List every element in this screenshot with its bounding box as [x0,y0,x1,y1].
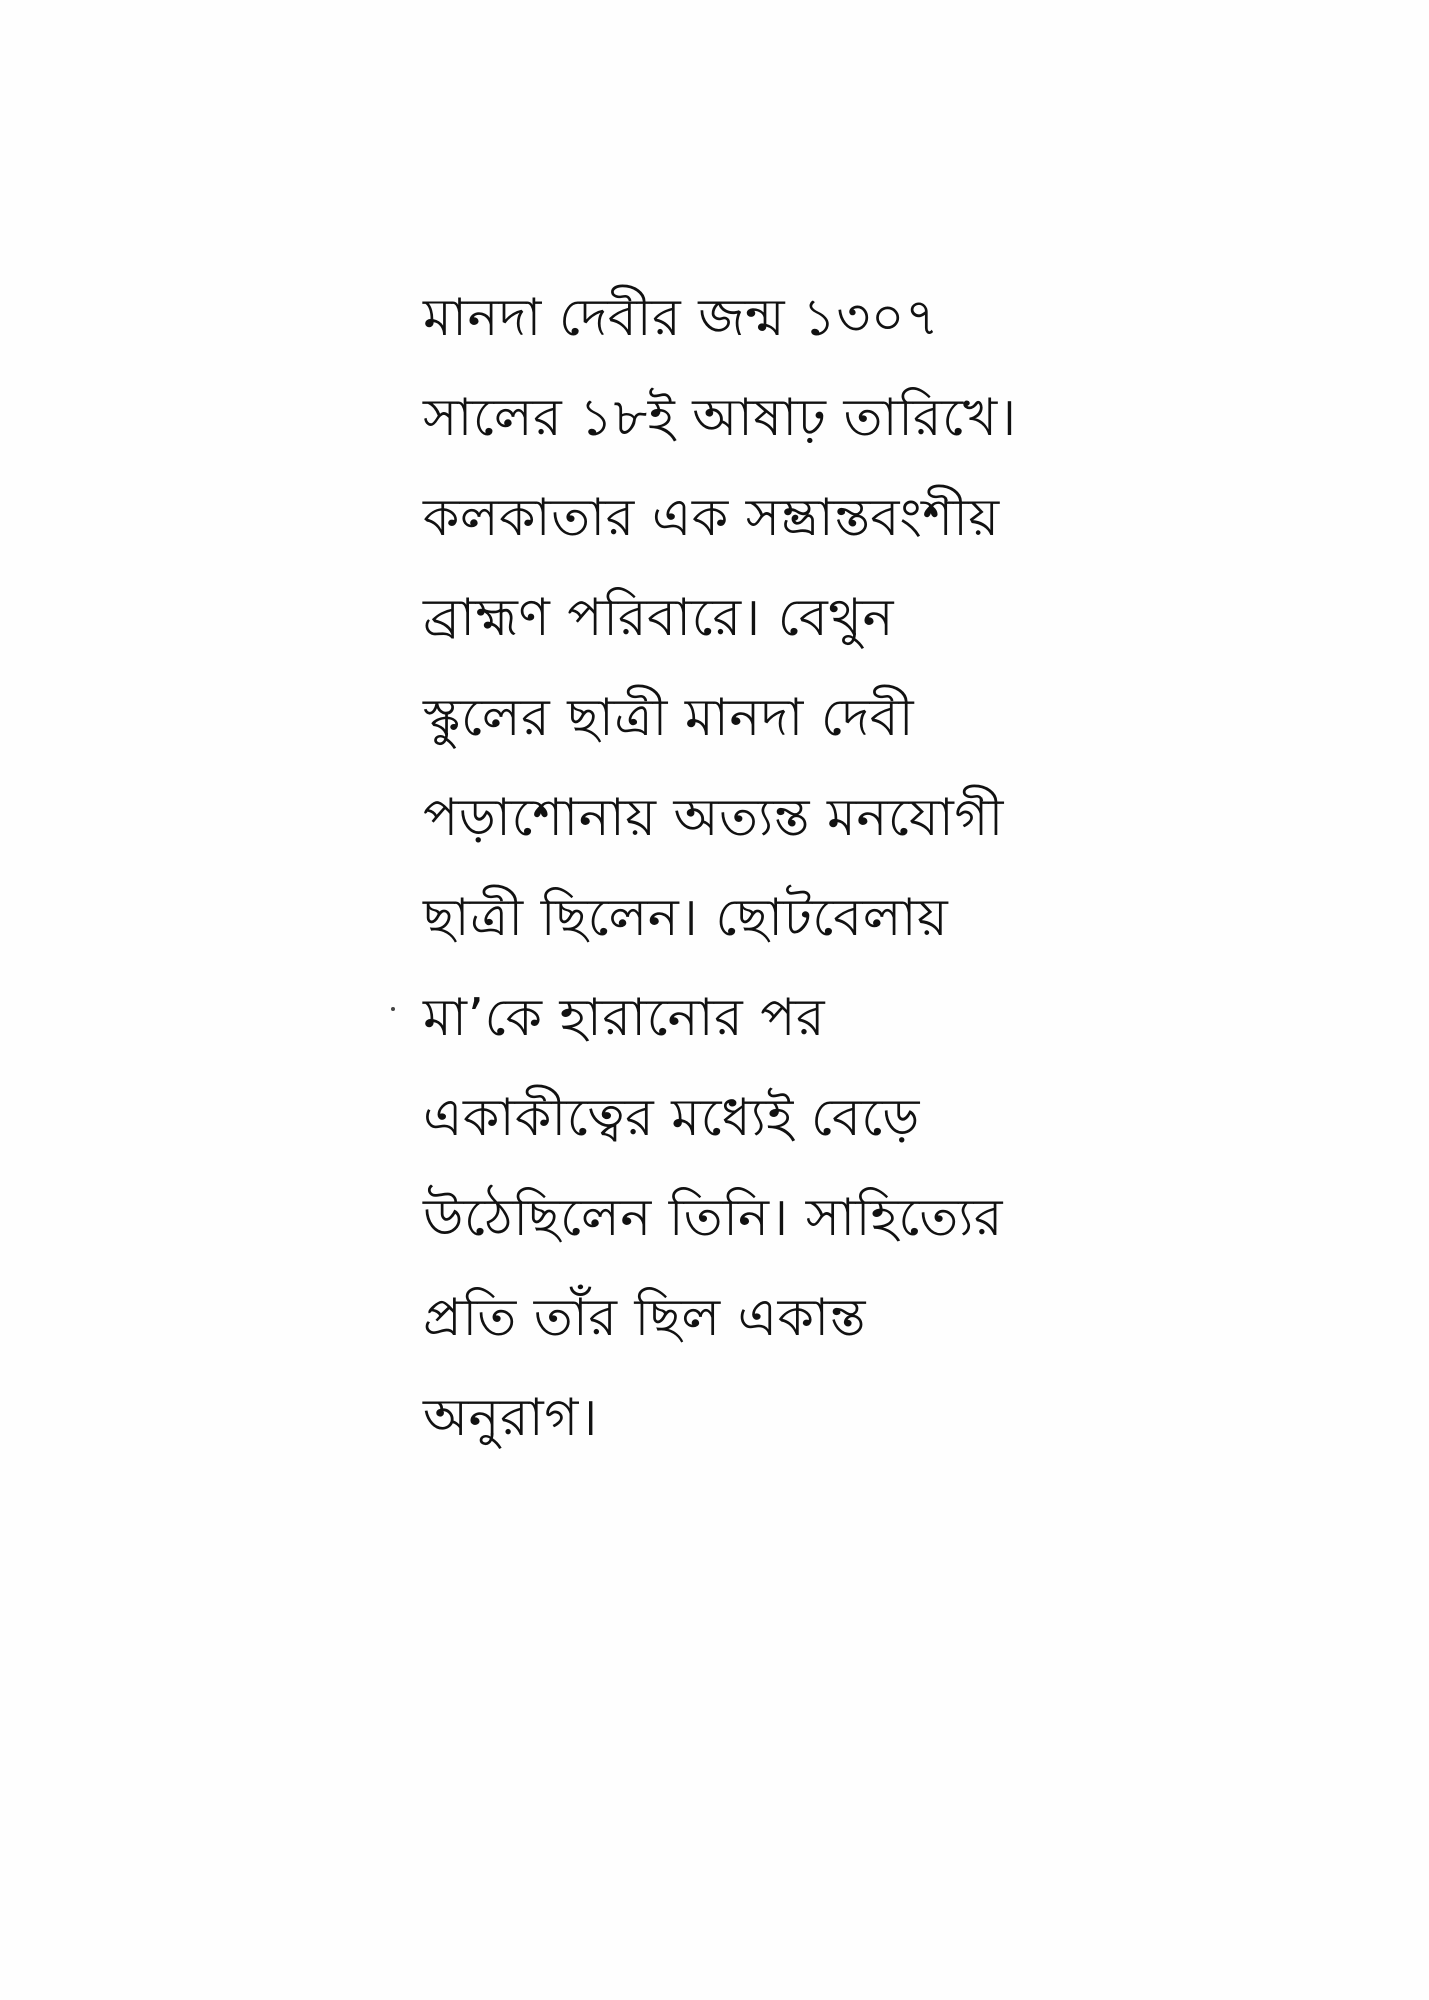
text-line-4: ব্রাহ্মণ পরিবারে। বেথুন [423,588,894,648]
ink-speck [391,1007,395,1011]
text-line-7: ছাত্রী ছিলেন। ছোটবেলায় [423,888,949,948]
text-line-5: স্কুলের ছাত্রী মানদা দেবী [423,688,915,748]
text-line-11: প্রতি তাঁর ছিল একান্ত [423,1288,866,1348]
text-line-1: মানদা দেবীর জন্ম ১৩০৭ [423,288,940,348]
text-line-12: অনুরাগ। [423,1388,598,1448]
text-line-6: পড়াশোনায় অত্যন্ত মনযোগী [423,788,1004,848]
text-line-3: কলকাতার এক সম্ভ্রান্তবংশীয় [423,488,1000,548]
paragraph [423,268,1143,1468]
text-line-2: সালের ১৮ই আষাঢ় তারিখে। [423,388,1017,448]
text-line-10: উঠেছিলেন তিনি। সাহিত্যের [423,1188,1003,1248]
text-line-9: একাকীত্বের মধ্যেই বেড়ে [423,1088,920,1148]
text-line-8: মা’কে হারানোর পর [423,988,826,1048]
